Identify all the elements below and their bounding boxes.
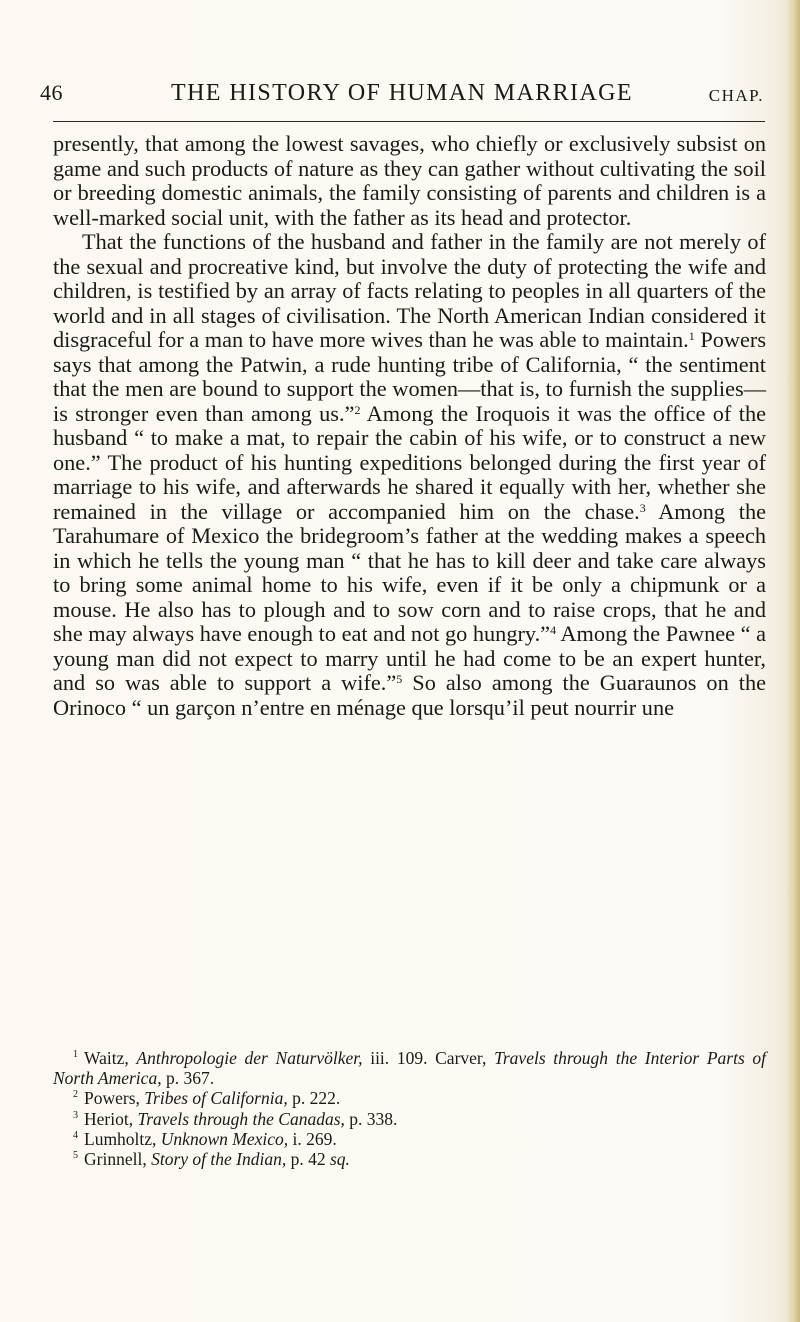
- footnote-3: [53, 1109, 766, 1129]
- footnote-2: [53, 1088, 766, 1108]
- footnote-title: Tribes of California,: [144, 1088, 288, 1109]
- footnote-author: Grinnell,: [84, 1149, 147, 1170]
- text-segment: Among the Iroquois it was the office of the husband “ to make a mat, to repair the cabin of his wife, or to construct a new one.” The product of his hunting expeditions belonged during the first year of marriage to his wife, and afterwards he shared it equally with her, whether she remained in the village or accompanied him on the chase.: [53, 400, 767, 524]
- footnote-number: 5: [73, 1150, 78, 1162]
- header-rule: [53, 121, 765, 122]
- text-segment: So also among the Guaraunos on the Orinoco “ un garçon n’entre en ménage que lorsqu’il peut nourrir une: [53, 670, 766, 720]
- text-segment: Among the Tarahumare of Mexico the bridegroom’s father at the wedding makes a speech in which he tells the young man “ that he has to kill deer and take care always to bring some animal home to his wife, even if it be only a chipmunk or a mouse. He also has to plough and to sow corn and to raise crops, that he and she may always have enough to eat and not go hungry.”: [53, 498, 766, 646]
- text-segment: That the functions of the husband and father in the family are not merely of the sexual and procreative kind, but involve the duty of protecting the wife and children, is testified by an array of facts relating to peoples in all quarters of the world and in all stages of civilisation. The North American Indian considered it disgraceful for a man to have more wives than he was able to maintain.: [53, 229, 766, 352]
- footnote-ref-3: 3: [639, 500, 646, 515]
- chapter-abbrev: CHAP.: [708, 86, 764, 105]
- footnote-ref: p. 42: [290, 1149, 326, 1170]
- footnote-ref: iii. 109.: [370, 1048, 428, 1068]
- footnote-ref-5: 5: [396, 672, 403, 686]
- footnote-ref: i. 269.: [292, 1128, 337, 1149]
- page-number: 46: [40, 80, 63, 105]
- footnote-author: Waitz,: [84, 1048, 129, 1068]
- body-text: [53, 132, 766, 720]
- footnote-5: [53, 1149, 766, 1169]
- paragraph-2: [53, 230, 766, 720]
- footnote-ref: p. 367.: [165, 1068, 215, 1089]
- footnote-ref-1: 1: [688, 329, 695, 343]
- footnote-1: [53, 1048, 766, 1088]
- footnote-4: [53, 1129, 766, 1149]
- footnote-title: Unknown Mexico,: [160, 1128, 289, 1149]
- footnote-ref-tail: sq.: [329, 1149, 350, 1170]
- footnote-title: Anthropologie der Naturvölker,: [136, 1048, 363, 1068]
- footnote-title: Story of the Indian,: [151, 1149, 287, 1170]
- footnotes: [53, 1048, 766, 1169]
- footnote-title: Travels through the Interior Parts of North America,: [53, 1048, 767, 1089]
- footnote-number: 1: [73, 1049, 78, 1060]
- footnote-author: Lumholtz,: [84, 1128, 157, 1149]
- footnote-ref-4: 4: [550, 623, 557, 637]
- footnote-number: 4: [73, 1129, 78, 1141]
- paragraph-1: presently, that among the lowest savages, who chiefly or exclusively subsist on game and such products of nature as they can gather without cultivating the soil or breeding domestic animals, the family consisting of parents and children is a well-marked social unit, with the father as its head and protector.: [53, 131, 766, 230]
- footnote-number: 3: [73, 1109, 78, 1121]
- footnote-author: Carver,: [435, 1048, 487, 1068]
- footnote-title: Travels through the Canadas,: [137, 1108, 345, 1129]
- text-segment: Powers says that among the Patwin, a rude hunting tribe of California, “ the sentiment that the men are bound to support the women—that is, to furnish the supplies—is stronger even than among us.”: [53, 327, 766, 426]
- footnote-author: Heriot,: [84, 1108, 134, 1129]
- footnote-author: Powers,: [84, 1088, 140, 1109]
- footnote-ref-2: 2: [354, 402, 361, 417]
- text-segment: Among the Pawnee “ a young man did not expect to marry until he had come to be an expert hunter, and so was able to support a wife.”: [53, 621, 766, 695]
- page-edge-shadow: [786, 0, 800, 1322]
- footnote-ref: p. 338.: [349, 1108, 398, 1129]
- running-title: THE HISTORY OF HUMAN MARRIAGE: [171, 80, 633, 106]
- footnote-ref: p. 222.: [292, 1088, 341, 1109]
- footnote-number: 2: [73, 1089, 78, 1101]
- page-header: [40, 80, 764, 112]
